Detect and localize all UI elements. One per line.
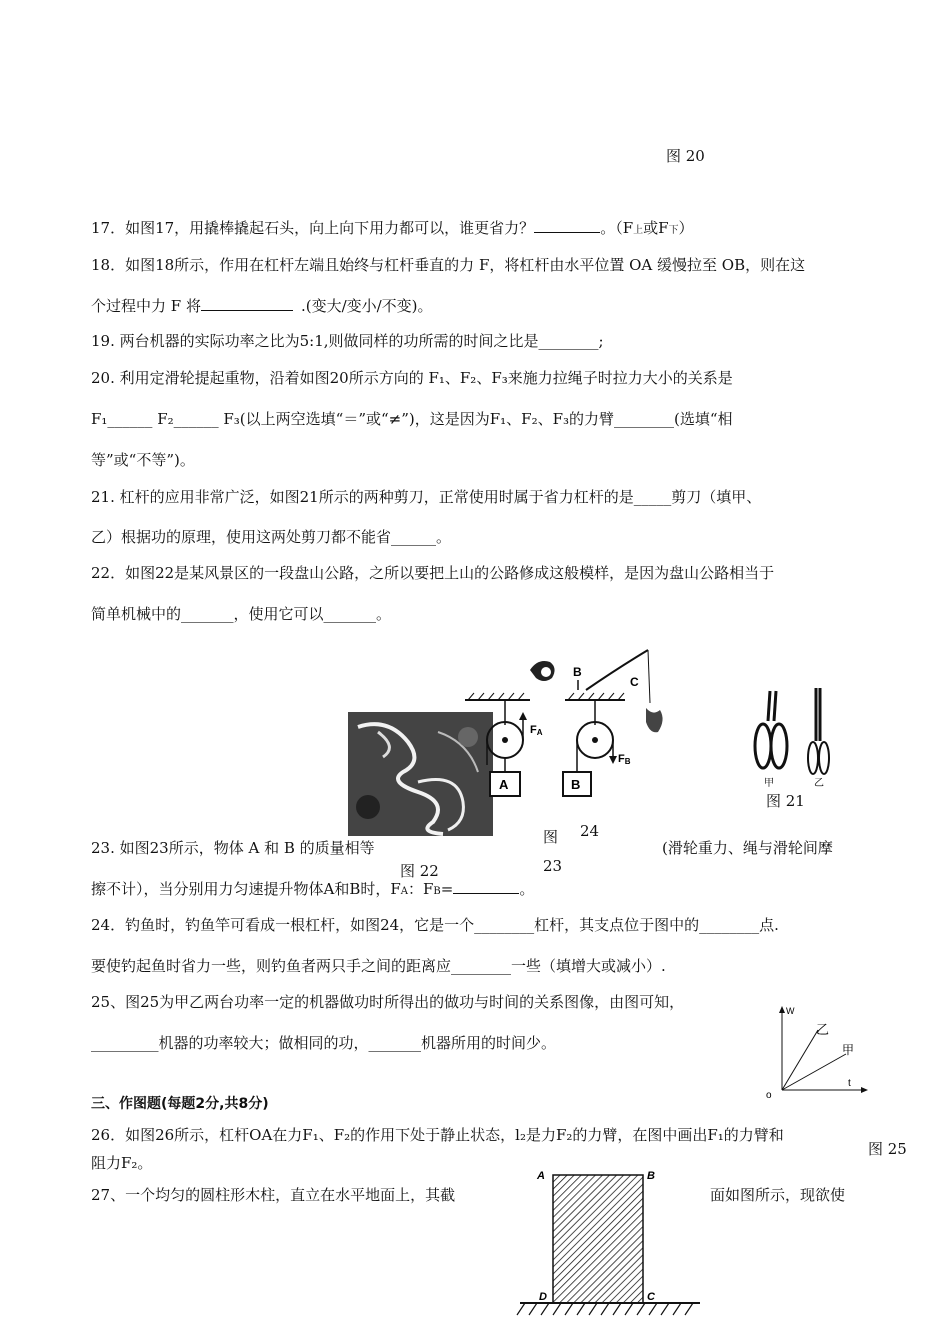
fig23-caption-top: 图 — [543, 828, 559, 846]
column-cross-section — [515, 1163, 705, 1323]
question-24-line2: 要使钓起鱼时省力一些，则钓鱼者两只手之间的距离应________一些（填增大或减小）. — [91, 957, 666, 975]
rod-point-c: C — [630, 675, 639, 689]
corner-c: C — [647, 1291, 655, 1303]
fig20-caption: 图 20 — [666, 147, 705, 165]
q17-text: 17．如图17，用撬棒撬起石头，向上向下用力都可以，谁更省力？ — [91, 219, 535, 237]
rod-point-b: B — [573, 665, 582, 679]
fig25-caption: 图 25 — [868, 1140, 907, 1158]
question-25-line2: _________机器的功率较大；做相同的功，_______机器所用的时间少。 — [91, 1034, 557, 1052]
corner-d: D — [539, 1291, 547, 1303]
question-21-line2: 乙）根据功的原理，使用这两处剪刀都不能省______。 — [91, 528, 452, 546]
question-17: 17．如图17，用撬棒撬起石头，向上向下用力都可以，谁更省力？ 。（F上或F下） — [91, 219, 694, 237]
question-27-right: 面如图所示，现欲使 — [710, 1186, 846, 1204]
block-a-label: A — [499, 777, 509, 792]
question-26-line1: 26．如图26所示，杠杆OA在力F₁、F₂的作用下处于静止状态，l₂是力F₂的力臂，在图中画出F₁的力臂和 — [91, 1126, 784, 1144]
scissors-figure — [748, 686, 838, 790]
question-19: 19. 两台机器的实际功率之比为5:1,则做同样的功所需的时间之比是________; — [91, 332, 604, 350]
question-23-line2: 擦不计），当分别用力匀速提升物体A和B时，FA：FB= 。 — [91, 880, 535, 898]
scissors-jia-label: 甲 — [764, 778, 774, 789]
question-20-line2: F₁______ F₂______ F₃(以上两空选填“＝”或“≠”)，这是因为F₁、F₂、F₃的力臂________(选填“相 — [91, 410, 733, 428]
corner-b: B — [647, 1170, 655, 1182]
question-27-left: 27、一个均匀的圆柱形木柱，直立在水平地面上，其截 — [91, 1186, 456, 1204]
q23-blank[interactable] — [453, 879, 519, 894]
fishing-rod-figure — [518, 648, 678, 748]
graph-yi-label: 乙 — [816, 1022, 830, 1037]
fig22-caption: 图 22 — [400, 862, 439, 880]
question-18-line2: 个过程中力 F 将 .(变大/变小/不变)。 — [91, 297, 433, 315]
force-b-label: FB — [618, 753, 631, 766]
fig24-caption: 24 — [580, 822, 600, 840]
force-a-label: FA — [530, 724, 543, 737]
graph-w-label: W — [786, 1006, 795, 1016]
q17-blank[interactable] — [534, 218, 600, 233]
question-23-line1-tail: (滑轮重力、绳与滑轮间摩 — [662, 839, 833, 857]
question-26-line2: 阻力F₂。 — [91, 1154, 153, 1172]
graph-t-label: t — [848, 1078, 851, 1089]
block-b-label: B — [571, 777, 581, 792]
graph-jia-label: 甲 — [842, 1043, 855, 1057]
question-21-line1: 21. 杠杆的应用非常广泛，如图21所示的两种剪刀，正常使用时属于省力杠杆的是_____剪刀（填甲、 — [91, 488, 762, 506]
question-18-line1: 18．如图18所示，作用在杠杆左端且始终与杠杆垂直的力 F，将杠杆由水平位置 OA 缓慢拉至 OB，则在这 — [91, 256, 806, 274]
fig23-caption-bottom: 23 — [543, 857, 563, 875]
question-20-line3: 等”或“不等”)。 — [91, 451, 195, 469]
question-23-line1: 23. 如图23所示，物体 A 和 B 的质量相等 — [91, 839, 375, 857]
section-3-heading: 三、作图题(每题2分,共8分) — [91, 1096, 269, 1112]
work-time-graph — [760, 1002, 870, 1102]
q18-blank[interactable] — [201, 296, 293, 311]
question-20-line1: 20. 利用定滑轮提起重物，沿着如图20所示方向的 F₁、F₂、F₃来施力拉绳子时拉力大小的关系是 — [91, 369, 733, 387]
graph-origin-label: o — [766, 1090, 772, 1101]
question-22-line2: 简单机械中的_______，使用它可以_______。 — [91, 605, 392, 623]
question-22-line1: 22．如图22是某风景区的一段盘山公路，之所以要把上山的公路修成这般模样，是因为盘山公路相当于 — [91, 564, 775, 582]
corner-a: A — [537, 1170, 545, 1182]
fig21-caption: 图 21 — [766, 792, 805, 810]
question-24-line1: 24．钓鱼时，钓鱼竿可看成一根杠杆，如图24，它是一个________杠杆，其支点位于图中的________点. — [91, 916, 779, 934]
scissors-yi-label: 乙 — [814, 778, 824, 789]
question-25-line1: 25、图25为甲乙两台功率一定的机器做功时所得出的做功与时间的关系图像，由图可知， — [91, 993, 685, 1011]
